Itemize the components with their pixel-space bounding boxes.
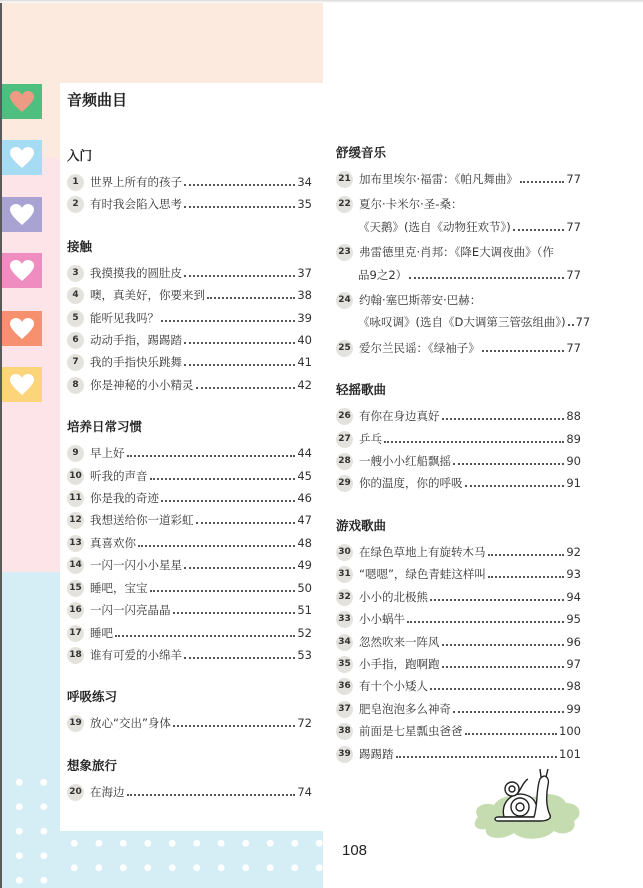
toc-entry[interactable] — [336, 720, 581, 742]
dot-leader — [465, 720, 558, 735]
toc-entry[interactable] — [336, 241, 581, 286]
toc-entry[interactable] — [336, 428, 581, 450]
track-number-badge: 10 — [67, 468, 84, 485]
track-number-badge: 19 — [67, 715, 84, 732]
section-heading: 入门 — [67, 148, 93, 163]
toc-right-column — [336, 142, 591, 785]
entry-page: 94 — [566, 589, 581, 604]
entry-page: 77 — [566, 340, 581, 355]
toc-entry[interactable] — [336, 541, 581, 563]
dot-leader — [127, 781, 296, 796]
track-number-badge: 11 — [67, 490, 84, 507]
dot-leader — [196, 374, 296, 389]
entry-title: 放心“交出”身体 — [90, 716, 171, 731]
entry-title: 一闪一闪亮晶晶 — [90, 603, 171, 618]
track-number-badge: 30 — [336, 544, 353, 561]
toc-section — [67, 145, 312, 216]
entry-title: 谁有可爱的小绵羊 — [90, 647, 182, 662]
heart-icon — [9, 317, 35, 341]
dot-leader — [409, 264, 564, 279]
track-number-badge: 29 — [336, 475, 353, 492]
toc-entry[interactable] — [336, 337, 581, 359]
dot-leader — [513, 216, 565, 231]
blue-tab — [2, 140, 42, 175]
entry-page: 42 — [297, 377, 312, 392]
toc-section — [67, 236, 312, 396]
toc-entry[interactable] — [336, 289, 591, 334]
entry-page: 35 — [297, 197, 312, 212]
entry-page: 48 — [297, 535, 312, 550]
entry-page: 77 — [566, 219, 581, 234]
entry-title: 你是我的奇迹 — [90, 491, 159, 506]
entry-title: 在绿色草地上有旋转木马 — [359, 544, 486, 559]
toc-entry[interactable] — [67, 644, 312, 666]
dot-leader — [482, 337, 565, 352]
dot-leader — [442, 405, 565, 420]
toc-entry[interactable] — [67, 193, 312, 215]
track-number-badge: 1 — [67, 174, 84, 191]
entry-page: 95 — [566, 612, 581, 627]
track-number-badge: 2 — [67, 196, 84, 213]
entry-title: 你的温度，你的呼吸 — [359, 476, 463, 491]
dot-leader — [207, 284, 295, 299]
track-number-badge: 9 — [67, 445, 84, 462]
track-number-badge: 6 — [67, 332, 84, 349]
dot-leader — [184, 351, 295, 366]
entry-title: 小小蜗牛 — [359, 612, 405, 627]
entry-title-line1: 夏尔·卡米尔·圣-桑： — [359, 197, 463, 212]
track-number-badge: 22 — [336, 196, 353, 213]
dot-leader — [184, 171, 295, 186]
entry-title: 我摸摸我的圆肚皮 — [90, 265, 182, 280]
toc-section — [67, 755, 312, 803]
heart-icon — [9, 259, 35, 283]
track-number-badge: 5 — [67, 310, 84, 327]
toc-entry[interactable] — [67, 599, 312, 621]
entry-title: 睡吧 — [90, 625, 113, 640]
toc-entry[interactable] — [67, 622, 312, 644]
entry-page: 50 — [297, 580, 312, 595]
toc-entry[interactable] — [336, 193, 581, 238]
dot-leader — [442, 653, 565, 668]
entry-page: 39 — [297, 310, 312, 325]
dot-leader — [396, 743, 558, 758]
entry-page: 45 — [297, 468, 312, 483]
entry-title: 忽然吹来一阵风 — [359, 634, 440, 649]
track-number-badge: 21 — [336, 171, 353, 188]
entry-title: 小手指，跑啊跑 — [359, 656, 440, 671]
dot-leader — [520, 168, 564, 183]
track-number-badge: 34 — [336, 634, 353, 651]
dot-leader — [173, 599, 296, 614]
section-heading: 游戏歌曲 — [336, 517, 387, 533]
track-number-badge: 38 — [336, 723, 353, 740]
entry-page: 74 — [297, 784, 312, 799]
peach-header-block — [2, 3, 323, 83]
entry-page: 77 — [566, 172, 581, 186]
track-number-badge: 24 — [336, 292, 353, 309]
dot-leader — [568, 311, 574, 326]
toc-entry[interactable] — [67, 554, 312, 576]
toc-entry[interactable] — [336, 586, 581, 608]
toc-entry[interactable] — [336, 631, 581, 653]
entry-page: 46 — [297, 491, 312, 506]
track-number-badge: 36 — [336, 678, 353, 695]
track-number-badge: 7 — [67, 354, 84, 371]
section-heading: 轻摇歌曲 — [336, 382, 387, 398]
track-number-badge: 23 — [336, 244, 353, 261]
entry-title: 加布里埃尔·福雷：《帕凡舞曲》 — [359, 172, 518, 186]
section-heading: 接触 — [67, 238, 93, 254]
track-number-badge: 16 — [67, 602, 84, 619]
entry-page: 72 — [297, 716, 312, 731]
polka-dots — [7, 770, 57, 888]
entry-title: 前面是七星瓢虫爸爸 — [359, 724, 463, 739]
entry-title: 睡吧，宝宝 — [90, 580, 148, 595]
section-heading: 舒缓音乐 — [336, 145, 387, 160]
track-number-badge: 31 — [336, 566, 353, 583]
dot-leader — [184, 329, 295, 344]
toc-entry[interactable] — [336, 698, 581, 720]
dot-leader — [407, 608, 564, 623]
toc-entry[interactable] — [336, 450, 581, 472]
bottom-blue-strip — [60, 831, 323, 888]
track-number-badge: 28 — [336, 453, 353, 470]
entry-page: 96 — [566, 634, 581, 649]
entry-page: 91 — [566, 476, 581, 491]
dot-leader — [184, 644, 295, 659]
entry-title: 肥皂泡泡多么神奇 — [359, 701, 451, 716]
toc-section — [336, 515, 581, 765]
entry-title: 有你在身边真好 — [359, 409, 440, 424]
toc-entry[interactable] — [67, 465, 312, 487]
entry-title: 有十个小矮人 — [359, 679, 428, 694]
toc-entry[interactable] — [336, 743, 581, 765]
entry-page: 101 — [559, 746, 581, 761]
toc-entry[interactable] — [67, 374, 312, 396]
entry-page: 47 — [297, 513, 312, 528]
entry-page: 88 — [566, 409, 581, 424]
entry-page: 41 — [297, 355, 312, 370]
section-heading: 培养日常习惯 — [67, 419, 143, 435]
entry-title-line2: 品9之2） — [358, 267, 408, 282]
entry-page: 89 — [566, 431, 581, 446]
toc-entry[interactable] — [67, 329, 312, 351]
dot-leader — [184, 262, 295, 277]
dot-leader — [442, 631, 565, 646]
entry-title: 听我的声音 — [90, 468, 148, 483]
entry-title: 我的手指快乐跳舞 — [90, 355, 182, 370]
toc-entry[interactable] — [67, 307, 312, 329]
toc-entry[interactable] — [67, 351, 312, 373]
toc-entry[interactable] — [336, 405, 581, 427]
toc-entry[interactable] — [336, 653, 581, 675]
dot-leader — [184, 554, 295, 569]
side-strip-blue — [2, 572, 60, 888]
track-number-badge: 35 — [336, 656, 353, 673]
track-number-badge: 32 — [336, 589, 353, 606]
page-number: 108 — [342, 842, 368, 859]
entry-title: 我想送给你一道彩虹 — [90, 513, 194, 528]
yellow-tab — [2, 367, 42, 402]
entry-page: 77 — [566, 267, 581, 282]
dot-leader — [150, 465, 296, 480]
purple-tab — [2, 197, 42, 232]
toc-entry[interactable] — [67, 532, 312, 554]
toc-section — [336, 142, 591, 359]
toc-entry[interactable] — [67, 509, 312, 531]
dot-leader — [430, 586, 564, 601]
heart-icon — [9, 203, 35, 227]
entry-title: 踢踢踏 — [359, 746, 394, 761]
entry-title: 一闪一闪小小星星 — [90, 558, 182, 573]
entry-title: 一艘小小红船飘摇 — [359, 454, 451, 469]
orange-tab — [2, 311, 42, 346]
track-number-badge: 15 — [67, 580, 84, 597]
entry-title: 有时我会陷入思考 — [90, 197, 182, 212]
toc-entry[interactable] — [336, 563, 581, 585]
entry-title: 小小的北极熊 — [359, 589, 428, 604]
section-heading: 呼吸练习 — [67, 689, 118, 705]
dot-leader — [488, 563, 564, 578]
entry-page: 51 — [297, 603, 312, 618]
section-heading: 想象旅行 — [67, 757, 118, 773]
track-number-badge: 33 — [336, 611, 353, 628]
dot-leader — [196, 509, 296, 524]
snail-illustration — [470, 765, 585, 845]
track-number-badge: 8 — [67, 377, 84, 394]
entry-page: 92 — [566, 544, 581, 559]
dot-leader — [430, 675, 564, 690]
entry-title: 爱尔兰民谣：《绿袖子》 — [359, 340, 480, 355]
entry-page: 53 — [297, 647, 312, 662]
entry-title-line1: 弗雷德里克·肖邦：《降E大调夜曲》（作 — [359, 245, 554, 260]
dot-leader — [150, 577, 296, 592]
track-number-badge: 27 — [336, 431, 353, 448]
toc-entry[interactable] — [67, 171, 312, 193]
page-title: 音频曲目 — [67, 91, 128, 109]
dot-leader — [453, 450, 564, 465]
entry-title: 动动手指，踢踢踏 — [90, 333, 182, 348]
toc-entry[interactable] — [67, 487, 312, 509]
entry-page: 38 — [297, 288, 312, 303]
entry-title-line2: 《咏叹调》(选自《D大调第三管弦组曲》) — [358, 315, 566, 330]
entry-title: 乒乓 — [359, 431, 382, 446]
entry-title: 能听见我吗？ — [90, 310, 159, 325]
track-number-badge: 4 — [67, 287, 84, 304]
entry-page: 34 — [297, 175, 312, 189]
track-number-badge: 13 — [67, 535, 84, 552]
entry-title-line1: 约翰·塞巴斯蒂安·巴赫： — [359, 293, 482, 308]
dot-leader — [138, 532, 295, 547]
dot-leader — [161, 307, 295, 322]
entry-title: 真喜欢你 — [90, 535, 136, 550]
toc-section — [67, 686, 312, 734]
toc-entry[interactable] — [67, 577, 312, 599]
green-tab — [2, 84, 42, 119]
toc-entry[interactable] — [336, 608, 581, 630]
polka-dots — [62, 831, 323, 888]
toc-left-column — [67, 145, 312, 823]
entry-page: 93 — [566, 567, 581, 582]
entry-page: 44 — [297, 446, 312, 461]
toc-entry[interactable] — [67, 442, 312, 464]
entry-title: 你是神秘的小小精灵 — [90, 377, 194, 392]
entry-title: 在海边 — [90, 784, 125, 799]
entry-title: 噢，真美好，你要来到 — [90, 288, 205, 303]
entry-page: 100 — [559, 724, 581, 739]
dot-leader — [453, 698, 564, 713]
track-number-badge: 14 — [67, 557, 84, 574]
entry-page: 90 — [566, 454, 581, 469]
dot-leader — [488, 541, 565, 556]
entry-page: 52 — [297, 625, 312, 640]
track-number-badge: 12 — [67, 512, 84, 529]
track-number-badge: 18 — [67, 647, 84, 664]
entry-page: 49 — [297, 558, 312, 573]
toc-entry[interactable] — [67, 284, 312, 306]
heart-icon — [9, 146, 35, 170]
entry-page: 37 — [297, 265, 312, 280]
entry-title: “嗯嗯”，绿色青蛙这样叫 — [359, 567, 486, 582]
dot-leader — [115, 622, 295, 637]
dot-leader — [161, 487, 295, 502]
entry-page: 99 — [566, 701, 581, 716]
track-number-badge: 26 — [336, 408, 353, 425]
track-number-badge: 17 — [67, 625, 84, 642]
toc-section — [67, 416, 312, 666]
entry-title-line2: 《天鹅》(选自《动物狂欢节》) — [358, 219, 511, 234]
entry-title: 世界上所有的孩子 — [90, 175, 182, 189]
dot-leader — [184, 193, 295, 208]
toc-entry[interactable] — [336, 472, 581, 494]
track-number-badge: 3 — [67, 265, 84, 282]
dot-leader — [384, 428, 564, 443]
entry-page: 40 — [297, 333, 312, 348]
entry-page: 97 — [566, 656, 581, 671]
heart-icon — [9, 373, 35, 397]
dot-leader — [173, 712, 295, 727]
toc-entry[interactable] — [67, 712, 312, 734]
pink-tab — [2, 253, 42, 288]
entry-title: 早上好 — [90, 446, 125, 461]
track-number-badge: 25 — [336, 340, 353, 357]
toc-entry[interactable] — [67, 781, 312, 803]
track-number-badge: 37 — [336, 701, 353, 718]
track-number-badge: 20 — [67, 784, 84, 801]
entry-page: 98 — [566, 679, 581, 694]
dot-leader — [465, 472, 565, 487]
dot-leader — [127, 442, 296, 457]
toc-entry[interactable] — [336, 168, 581, 190]
toc-section — [336, 379, 581, 495]
heart-icon — [9, 90, 35, 114]
entry-page: 77 — [575, 315, 591, 330]
track-number-badge: 39 — [336, 746, 353, 763]
toc-entry[interactable] — [67, 262, 312, 284]
toc-entry[interactable] — [336, 675, 581, 697]
